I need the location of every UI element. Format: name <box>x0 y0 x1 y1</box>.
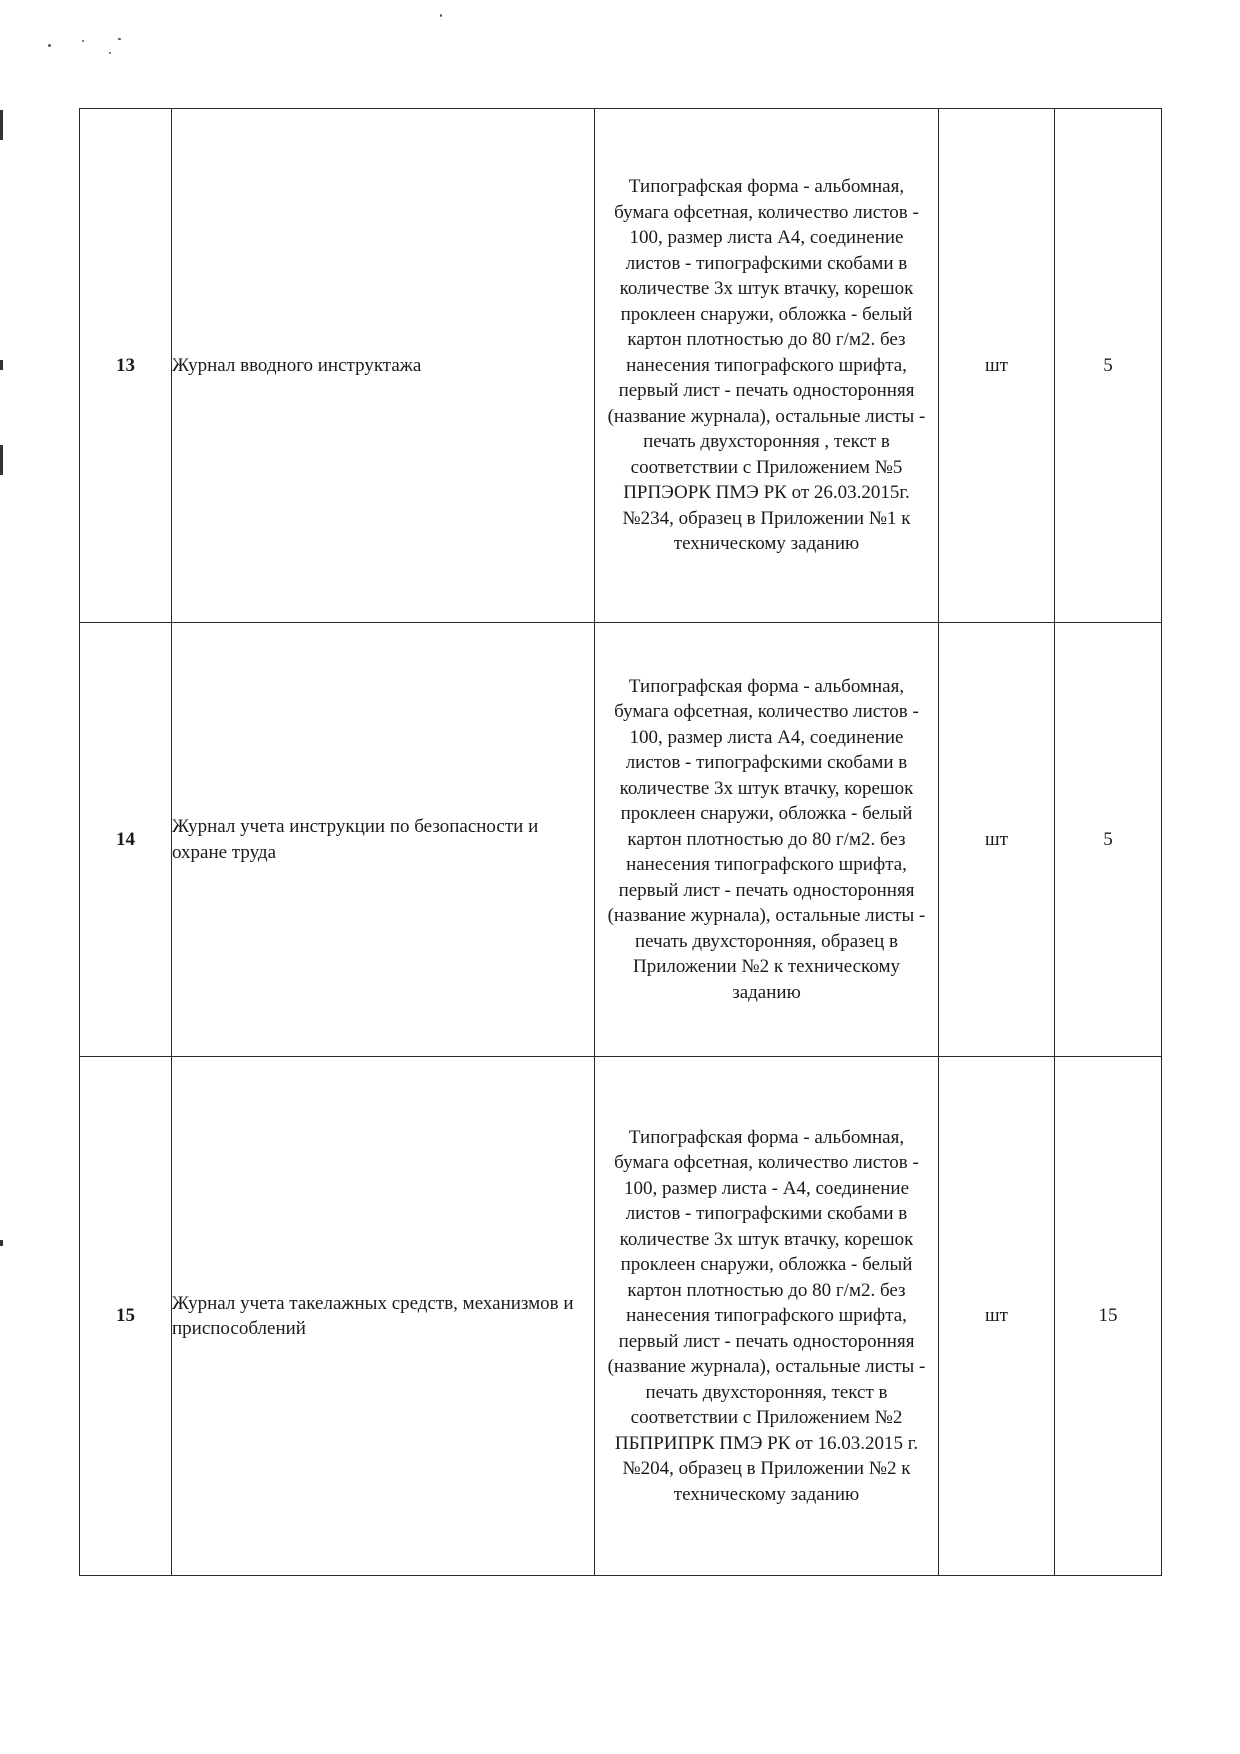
specification-table <box>79 108 1162 1576</box>
item-quantity: 5 <box>1055 623 1162 1057</box>
scan-edge-mark <box>0 110 3 140</box>
scan-speck <box>48 44 51 47</box>
item-unit: шт <box>939 1057 1055 1576</box>
scan-speck <box>440 14 442 17</box>
table-row <box>80 109 1162 623</box>
item-description-text: Типографская форма - альбомная, бумага офсетная, количество листов - 100, размер листа - А4, соединение листов - типографскими скобами в количестве 3х штук втачку, корешок проклеен снаружи, обложка - белый картон плотностью до 80 г/м2. без нанесения типографского шрифта, первый лист - печать односторонняя (название журнала), остальные листы - печать двухсторонняя, текст в соответствии с Приложением №2 ПБПРИПРК ПМЭ РК от 16.03.2015 г. №204, образец в Приложении №2 к техническому заданию <box>607 1126 926 1505</box>
item-name: Журнал вводного инструктажа <box>172 109 595 623</box>
item-name: Журнал учета инструкции по безопасности и охране труда <box>172 623 595 1057</box>
row-number: 13 <box>80 109 172 623</box>
item-name: Журнал учета такелажных средств, механизмов и приспособлений <box>172 1057 595 1576</box>
scan-edge-mark <box>0 1240 3 1246</box>
scan-speck <box>82 40 84 42</box>
scan-edge-mark <box>0 360 3 370</box>
item-unit: шт <box>939 109 1055 623</box>
item-description <box>595 109 939 623</box>
item-description-text: Типографская форма - альбомная, бумага офсетная, количество листов - 100, размер листа А4, соединение листов - типографскими скобами в количестве 3х штук втачку, корешок проклеен снаружи, обложка - белый картон плотностью до 80 г/м2. без нанесения типографского шрифта, первый лист - печать односторонняя (название журнала), остальные листы - печать двухсторонняя, образец в Приложении №2 к техническому заданию <box>607 675 926 1003</box>
scan-speck <box>118 38 121 40</box>
item-description <box>595 1057 939 1576</box>
item-description-text: Типографская форма - альбомная, бумага офсетная, количество листов - 100, размер листа А4, соединение листов - типографскими скобами в количестве 3х штук втачку, корешок проклеен снаружи, обложка - белый картон плотностью до 80 г/м2. без нанесения типографского шрифта, первый лист - печать односторонняя (название журнала), остальные листы - печать двухсторонняя , текст в соответствии с Приложением №5 ПРПЭОРК ПМЭ РК от 26.03.2015г. №234, образец в Приложении №1 к техническому заданию <box>607 176 926 555</box>
row-number: 14 <box>80 623 172 1057</box>
scan-speck <box>109 52 111 54</box>
item-quantity: 15 <box>1055 1057 1162 1576</box>
table-row <box>80 1057 1162 1576</box>
item-description <box>595 623 939 1057</box>
scan-edge-mark <box>0 445 3 475</box>
row-number: 15 <box>80 1057 172 1576</box>
item-quantity: 5 <box>1055 109 1162 623</box>
item-unit: шт <box>939 623 1055 1057</box>
table-row <box>80 623 1162 1057</box>
